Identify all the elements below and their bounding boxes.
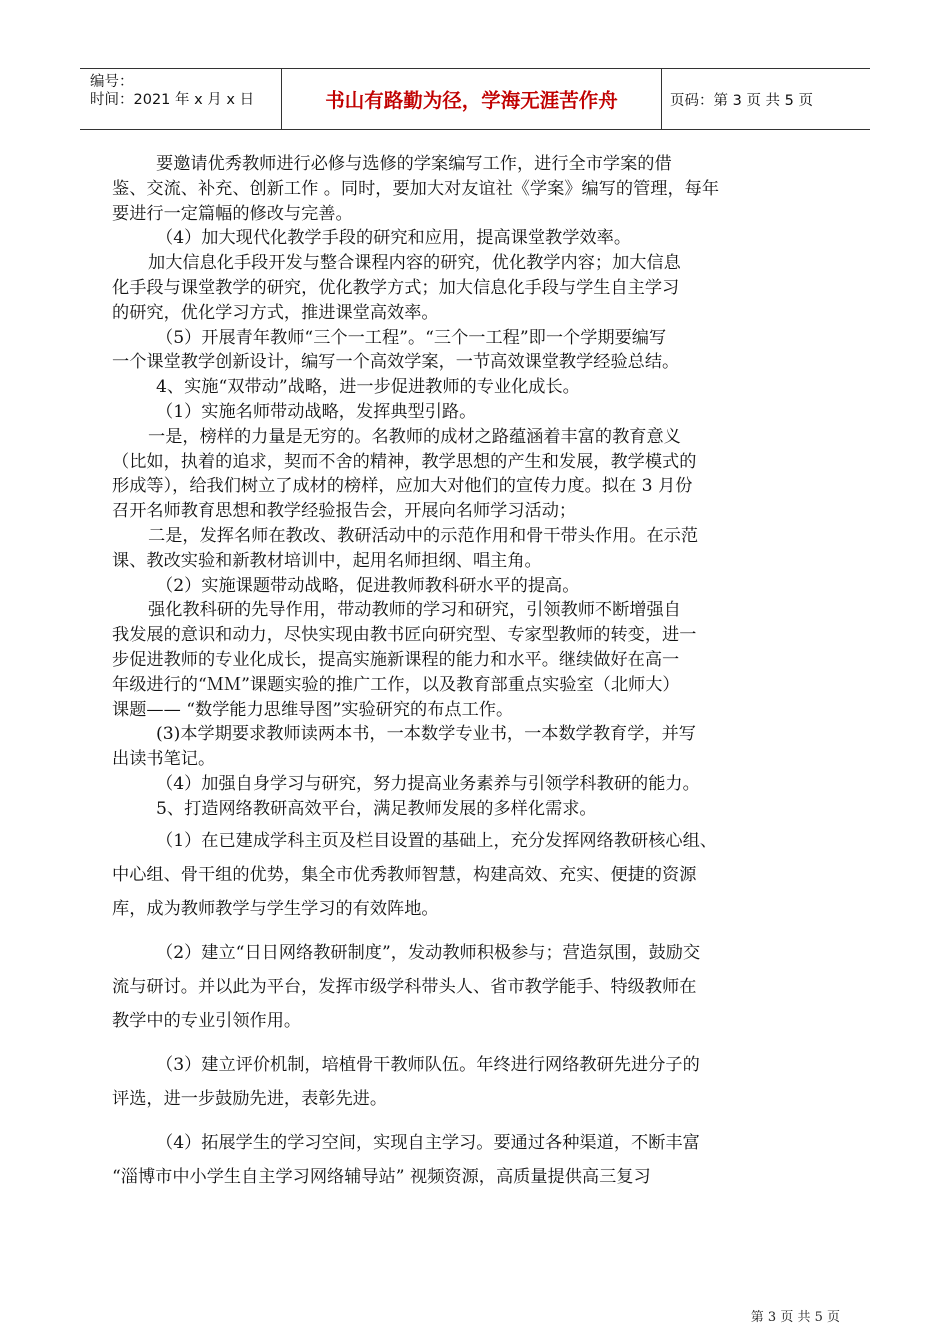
header-page-label: 页码：第 3 页 共 5 页: [670, 92, 813, 109]
body-line: 出读书笔记。: [112, 749, 216, 770]
body-line: 鉴、交流、补充、创新工作 。同时，要加大对友谊社《学案》编写的管理，每年: [112, 178, 720, 199]
body-section-loose: [112, 824, 852, 1194]
body-line: 教学中的专业引领作用。: [112, 1011, 302, 1031]
body-section-dense: [112, 152, 852, 822]
body-line: （1）在已建成学科主页及栏目设置的基础上，充分发挥网络教研核心组、: [156, 831, 717, 851]
body-line: （2）建立“日日网络教研制度”，发动教师积极参与；营造氛围，鼓励交: [156, 943, 701, 963]
doc-number-label: 编号：: [90, 74, 134, 90]
body-line: 一个课堂教学创新设计，编写一个高效学案，一节高效课堂教学经验总结。: [112, 352, 680, 373]
body-line: 课、教改实验和新教材培训中，起用名师担纲、唱主角。: [112, 550, 542, 571]
body-line: 强化教科研的先导作用，带动教师的学习和研究，引领教师不断增强自: [148, 600, 681, 621]
body-line: （比如，执着的追求，契而不舍的精神，教学思想的产生和发展，教学模式的: [112, 451, 697, 472]
body-line: 评选，进一步鼓励先进，表彰先进。: [112, 1089, 388, 1109]
body-line: 加大信息化手段开发与整合课程内容的研究，优化教学内容；加大信息: [148, 253, 681, 274]
page-footer: 第 3 页 共 5 页: [750, 1310, 840, 1325]
body-line: (3)本学期要求教师读两本书，一本数学专业书，一本数学教育学，并写: [156, 724, 696, 745]
body-line: 的研究，优化学习方式，推进课堂高效率。: [112, 302, 439, 323]
body-line: 召开名师教育思想和教学经验报告会，开展向名师学习活动；: [112, 501, 577, 522]
header-motto: 书山有路勤为径，学海无涯苦作舟: [282, 69, 662, 129]
body-line: 要进行一定篇幅的修改与完善。: [112, 203, 353, 224]
body-line: 4、实施“双带动”战略，进一步促进教师的专业化成长。: [156, 377, 580, 398]
body-line: 步促进教师的专业化成长，提高实施新课程的能力和水平。继续做好在高一: [112, 649, 680, 670]
document-body-loose: [112, 824, 852, 1194]
body-line: 库，成为教师教学与学生学习的有效阵地。: [112, 899, 439, 919]
body-line: 年级进行的“ＭＭ”课题实验的推广工作，以及教育部重点实验室（北师大）: [112, 674, 680, 695]
body-line: 流与研讨。并以此为平台，发挥市级学科带头人、省市教学能手、特级教师在: [112, 977, 697, 997]
body-line: （5）开展青年教师“三个一工程”。“三个一工程”即一个学期要编写: [156, 327, 667, 348]
body-line: （4）加大现代化教学手段的研究和应用，提高课堂教学效率。: [156, 228, 632, 249]
body-line: （1）实施名师带动战略，发挥典型引路。: [156, 401, 477, 422]
body-line: （4）加强自身学习与研究，努力提高业务素养与引领学科教研的能力。: [156, 773, 700, 794]
body-line: 中心组、骨干组的优势，集全市优秀教师智慧，构建高效、充实、便捷的资源: [112, 865, 697, 885]
document-body: [112, 152, 852, 822]
body-line: 一是，榜样的力量是无穷的。名教师的成材之路蕴涵着丰富的教育意义: [148, 426, 681, 447]
header-meta: [80, 69, 282, 129]
body-line: 课题—— “数学能力思维导图”实验研究的布点工作。: [112, 699, 514, 720]
body-line: 形成等），给我们树立了成材的榜样，应加大对他们的宣传力度。拟在 3 月份: [112, 476, 693, 497]
body-line: 要邀请优秀教师进行必修与选修的学案编写工作，进行全市学案的借: [156, 154, 672, 174]
body-line: 我发展的意识和动力，尽快实现由教书匠向研究型、专家型教师的转变，进一: [112, 625, 697, 646]
body-line: “淄博市中小学生自主学习网络辅导站” 视频资源，高质量提供高三复习: [112, 1167, 651, 1187]
body-line: （2）实施课题带动战略，促进教师教科研水平的提高。: [156, 575, 580, 596]
body-line: （4）拓展学生的学习空间，实现自主学习。要通过各种渠道，不断丰富: [156, 1133, 700, 1153]
body-line: 化手段与课堂教学的研究，优化教学方式；加大信息化手段与学生自主学习: [112, 277, 680, 298]
body-line: （3）建立评价机制，培植骨干教师队伍。年终进行网络教研先进分子的: [156, 1055, 700, 1075]
document-header: [80, 68, 870, 130]
body-line: 5、打造网络教研高效平台，满足教师发展的多样化需求。: [156, 798, 597, 819]
doc-time-label: 时间：2021 年 x 月 x 日: [90, 92, 255, 108]
body-line: 二是，发挥名师在教改、教研活动中的示范作用和骨干带头作用。在示范: [148, 525, 699, 546]
